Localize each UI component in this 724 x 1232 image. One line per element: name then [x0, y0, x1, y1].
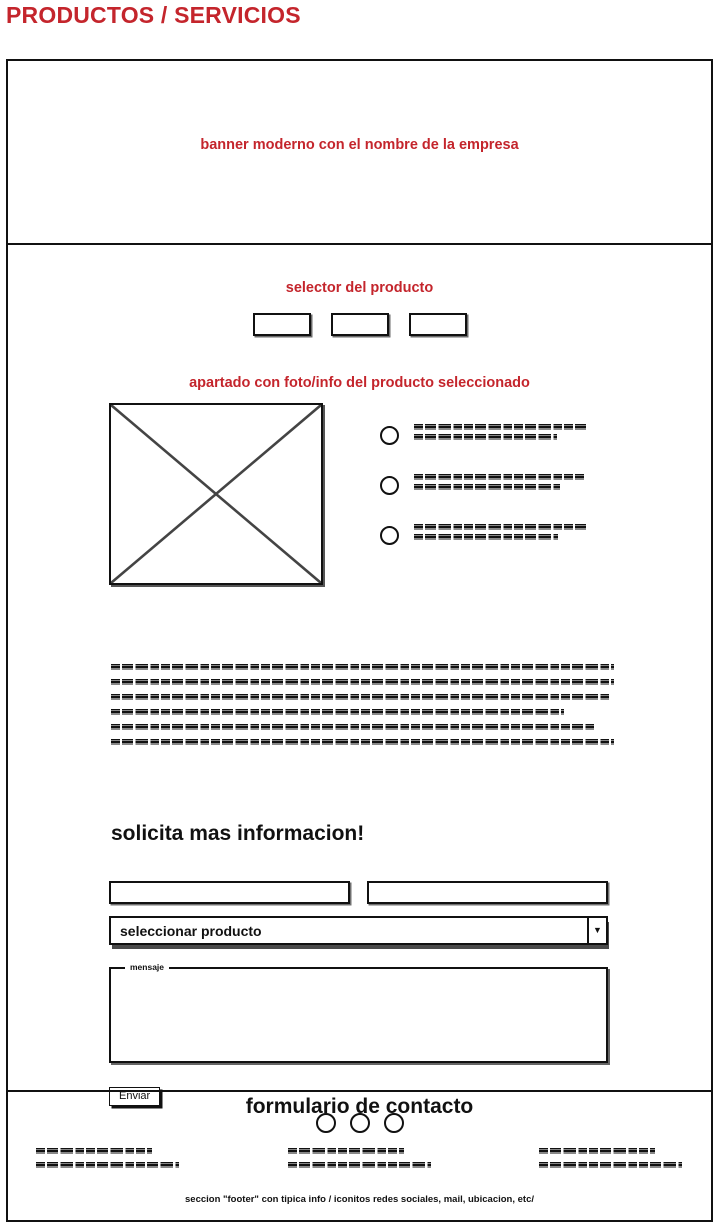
footer-divider: [8, 1090, 711, 1092]
bullet-circle-icon: [380, 426, 399, 445]
banner-divider: [8, 243, 711, 245]
image-placeholder-x-icon: [111, 405, 321, 583]
footer-column-2: [286, 1147, 434, 1175]
contact-form-heading: solicita mas informacion!: [111, 822, 365, 845]
footer-column-3: [537, 1147, 685, 1175]
list-item[interactable]: [380, 421, 595, 445]
product-selector-annotation: selector del producto: [285, 280, 434, 296]
contact-form-input-row: [109, 881, 608, 904]
product-feature-list: [380, 421, 595, 571]
social-icon-1[interactable]: [316, 1113, 336, 1133]
footer-columns: [34, 1147, 685, 1175]
contact-form-caption: formulario de contacto: [245, 1095, 474, 1118]
footer-column-1: [34, 1147, 182, 1175]
submit-button[interactable]: Enviar: [109, 1087, 160, 1106]
list-item-placeholder-text: [412, 521, 595, 543]
page-title: PRODUCTOS / SERVICIOS: [6, 2, 301, 28]
list-item[interactable]: [380, 471, 595, 495]
list-item[interactable]: [380, 521, 595, 545]
product-select-dropdown[interactable]: [109, 916, 608, 945]
wireframe-frame: [6, 59, 713, 1222]
product-selector-box-3[interactable]: [409, 313, 467, 336]
product-select-value: seleccionar producto: [120, 922, 262, 939]
banner-annotation: banner moderno con el nombre de la empresa: [200, 137, 519, 153]
chevron-down-icon[interactable]: ▼: [587, 918, 606, 943]
bullet-circle-icon: [380, 526, 399, 545]
product-detail-annotation: apartado con foto/info del producto seleccionado: [189, 375, 530, 391]
product-selector-tabs: [8, 313, 711, 336]
message-textarea[interactable]: [109, 962, 608, 1063]
product-description-placeholder: [109, 663, 614, 753]
product-selector-box-1[interactable]: [253, 313, 311, 336]
contact-name-input[interactable]: [109, 881, 350, 904]
list-item-placeholder-text: [412, 421, 595, 443]
social-icon-3[interactable]: [384, 1113, 404, 1133]
bullet-circle-icon: [380, 476, 399, 495]
list-item-placeholder-text: [412, 471, 595, 493]
footer-social-icons: [8, 1113, 711, 1133]
contact-email-input[interactable]: [367, 881, 608, 904]
product-image-placeholder: [109, 403, 323, 585]
product-selector-box-2[interactable]: [331, 313, 389, 336]
footer-annotation: seccion "footer" con tipica info / iconitos redes sociales, mail, ubicacion, etc/: [185, 1194, 534, 1205]
social-icon-2[interactable]: [350, 1113, 370, 1133]
message-textarea-label: mensaje: [125, 962, 169, 973]
